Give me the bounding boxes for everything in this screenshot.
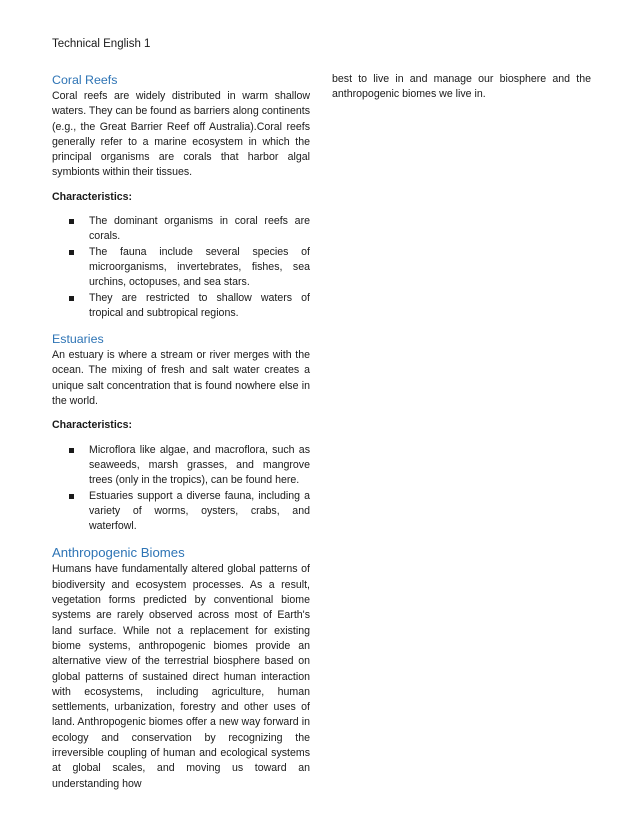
list-item: The dominant organisms in coral reefs are corals. bbox=[52, 214, 310, 245]
anthropogenic-biomes-continuation: best to live in and manage our biosphere and the anthropogenic biomes we live in. bbox=[332, 73, 591, 101]
anthropogenic-biomes-heading: Anthropogenic Biomes bbox=[52, 545, 185, 561]
list-item: Estuaries support a diverse fauna, including a variety of worms, oysters, crabs, and waterfowl. bbox=[52, 489, 310, 535]
estuaries-heading: Estuaries bbox=[52, 332, 104, 347]
right-column bbox=[332, 72, 591, 103]
anthropogenic-biomes-body: Humans have fundamentally altered global patterns of biodiversity and ecosystem processes. As a result, vegetation forms predicted by conventional biome systems are rarely observed across most of Earth's land surface. While not a replacement for existing biome systems, anthropogenic biomes provide an alternative view of the terrestrial biosphere based on global patterns of sustained direct human interaction with ecosystems, including agriculture, human settlements, urbanization, forestry and other uses of land. Anthropogenic biomes offer a new way forward in ecology and conservation by recognizing the irreversible coupling of human and ecological systems at global scales, and moving us toward an understanding how bbox=[52, 563, 310, 790]
coral-characteristics-list bbox=[52, 214, 310, 321]
coral-characteristics-label: Characteristics: bbox=[52, 190, 133, 203]
list-item: Microflora like algae, and macroflora, such as seaweeds, marsh grasses, and mangrove trees (only in the tropics), can be found here. bbox=[52, 443, 310, 489]
estuaries-characteristics-list bbox=[52, 443, 310, 535]
coral-reefs-body: Coral reefs are widely distributed in warm shallow waters. They can be found as barriers along continents (e.g., the Great Barrier Reef off Australia).Coral reefs generally refer to a marine ecosystem in which the principal organisms are corals that harbor algal symbionts within their tissues. bbox=[52, 90, 310, 179]
estuaries-body: An estuary is where a stream or river merges with the ocean. The mixing of fresh and salt water creates a unique salt concentration that is found nowhere else in the world. bbox=[52, 349, 310, 408]
left-column bbox=[52, 72, 310, 792]
page-header: Technical English 1 bbox=[52, 38, 151, 50]
estuaries-characteristics-label: Characteristics: bbox=[52, 419, 133, 432]
list-item: They are restricted to shallow waters of tropical and subtropical regions. bbox=[52, 291, 310, 322]
coral-reefs-heading: Coral Reefs bbox=[52, 73, 118, 87]
list-item: The fauna include several species of microorganisms, invertebrates, fishes, sea urchins, octopuses, and sea stars. bbox=[52, 245, 310, 291]
